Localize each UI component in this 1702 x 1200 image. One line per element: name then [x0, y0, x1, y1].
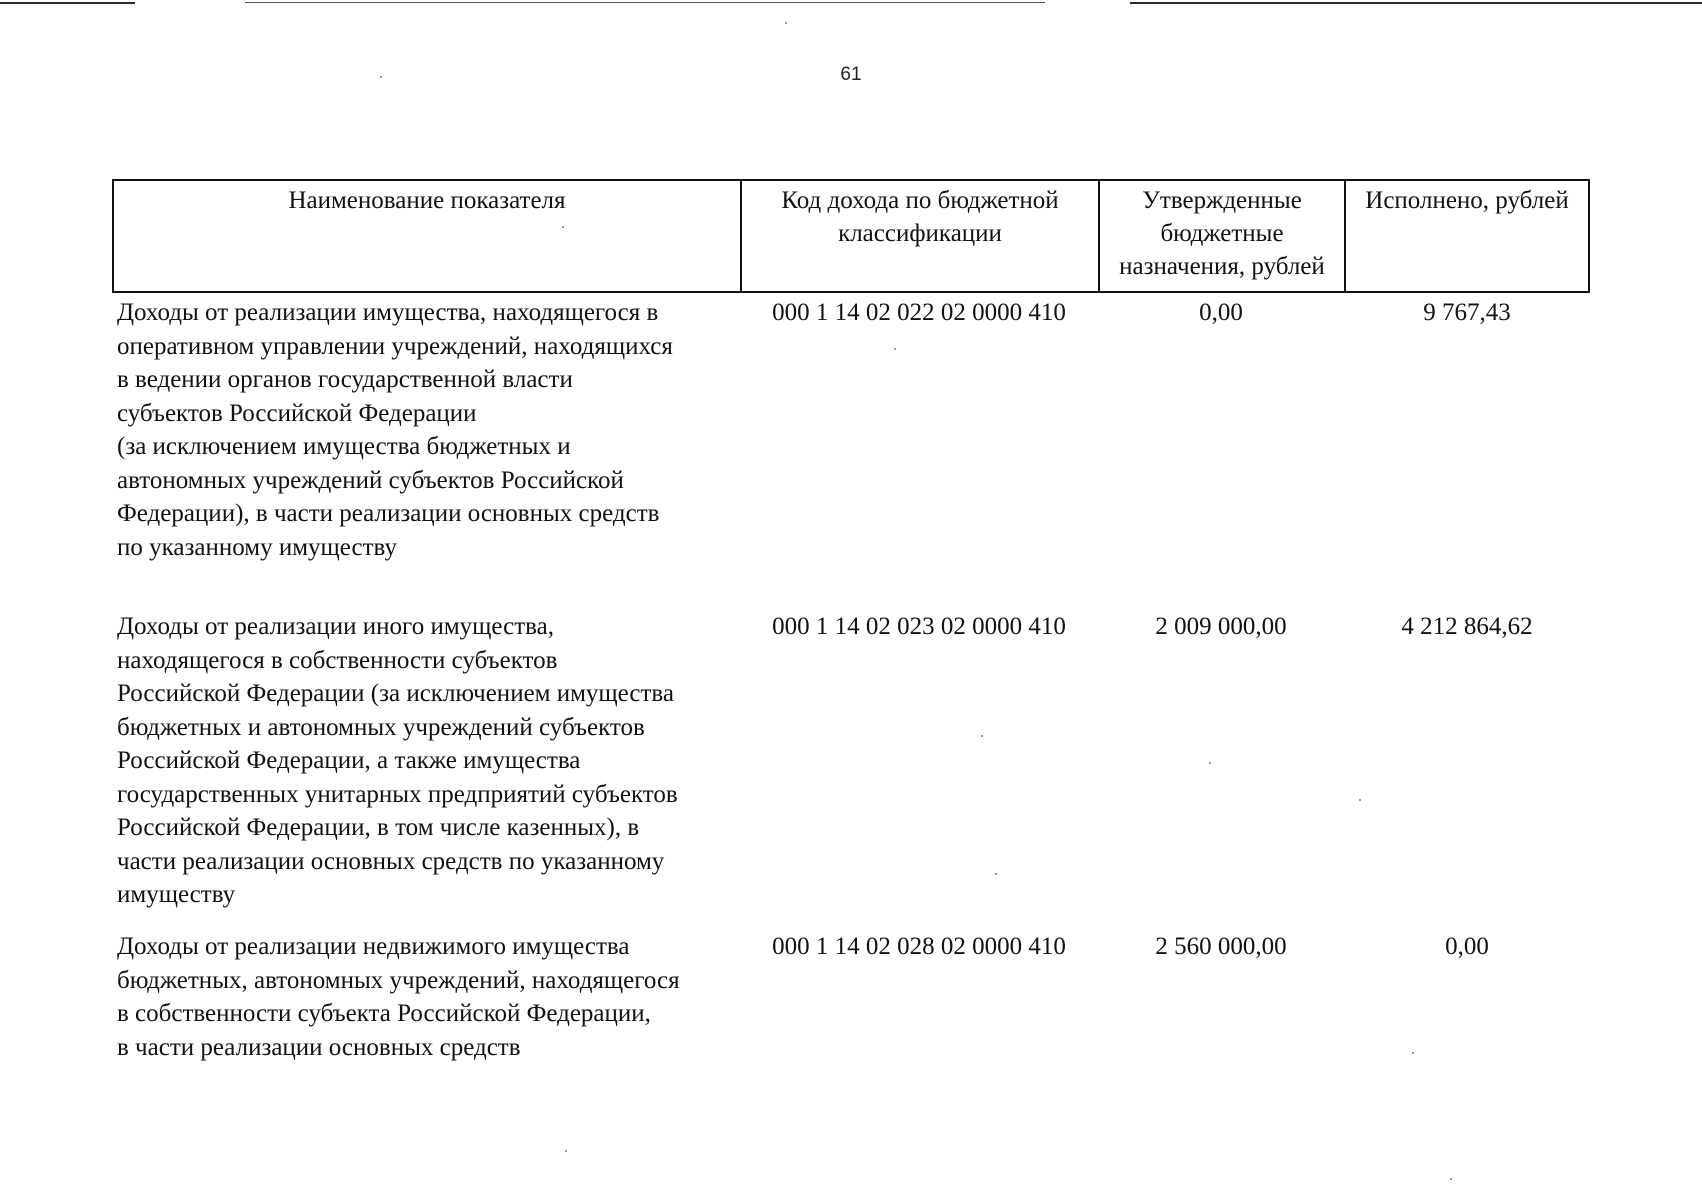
scan-speck — [894, 348, 896, 350]
scan-speck — [981, 735, 983, 737]
header-code-line: Код дохода по бюджетной — [781, 187, 1059, 214]
row-name-line: Доходы от реализации имущества, находящегося в — [117, 299, 659, 326]
table-row — [112, 610, 1590, 912]
scan-edge-line — [245, 2, 1045, 3]
scan-edge-line — [0, 2, 135, 4]
row-name-line: Доходы от реализации иного имущества, — [117, 613, 554, 640]
row-name-line: Федерации), в части реализации основных средств — [117, 500, 660, 527]
row-name-cell — [112, 296, 740, 564]
row-approved-cell: 2 560 000,00 — [1155, 933, 1287, 960]
row-name-line: в собственности субъекта Российской Федерации, — [117, 1000, 651, 1027]
row-executed-cell: 4 212 864,62 — [1401, 613, 1533, 640]
scan-speck — [565, 1150, 567, 1152]
header-code-cell — [742, 181, 1100, 291]
row-executed-cell: 0,00 — [1445, 933, 1489, 960]
header-name-cell — [114, 181, 742, 291]
row-name-line: Российской Федерации, а также имущества — [117, 747, 581, 774]
row-executed-cell: 9 767,43 — [1423, 299, 1511, 326]
row-name-line: государственных унитарных предприятий субъектов — [117, 780, 678, 808]
row-approved-cell: 0,00 — [1199, 299, 1243, 326]
scan-edge-line — [1130, 2, 1702, 4]
header-code-line: классификации — [838, 220, 1002, 247]
scan-speck — [995, 873, 997, 875]
row-name-line: Российской Федерации, в том числе казенных), в — [117, 814, 640, 841]
row-name-line: автономных учреждений субъектов Российской — [117, 466, 624, 494]
header-approved-line: бюджетные — [1160, 220, 1284, 247]
scan-speck — [1359, 799, 1361, 801]
row-name-line: субъектов Российской Федерации — [117, 399, 477, 427]
row-code-cell: 000 1 14 02 022 02 0000 410 — [772, 299, 1066, 326]
scan-speck — [1412, 1052, 1414, 1054]
scan-speck — [1209, 762, 1211, 764]
row-name-line: Российской Федерации (за исключением имущества — [117, 680, 674, 707]
row-name-cell — [112, 610, 740, 912]
row-approved-cell: 2 009 000,00 — [1155, 613, 1287, 640]
table-row — [112, 296, 1590, 564]
row-name-line: Доходы от реализации недвижимого имущества — [117, 933, 630, 960]
row-name-line: находящегося в собственности субъектов — [117, 646, 558, 674]
row-name-line: имуществу — [117, 881, 236, 908]
header-executed-line: Исполнено, рублей — [1365, 187, 1569, 214]
header-name-line: Наименование показателя — [288, 187, 566, 214]
row-name-line: (за исключением имущества бюджетных и — [117, 433, 571, 460]
header-approved-cell — [1100, 181, 1346, 291]
row-name-line: бюджетных, автономных учреждений, находящегося — [117, 966, 680, 994]
row-code-cell: 000 1 14 02 028 02 0000 410 — [772, 933, 1066, 960]
row-name-line: по указанному имуществу — [117, 533, 397, 561]
header-executed-cell — [1346, 181, 1588, 291]
header-approved-line: назначения, рублей — [1119, 253, 1325, 280]
table-row — [112, 930, 1590, 1064]
header-approved-line: Утвержденные — [1142, 187, 1302, 214]
row-name-line: в ведении органов государственной власти — [117, 366, 573, 393]
scan-speck — [1450, 1178, 1452, 1180]
table-header — [112, 179, 1590, 293]
scan-speck — [785, 22, 787, 24]
row-name-line: части реализации основных средств по указанному — [117, 847, 665, 875]
row-name-line: бюджетных и автономных учреждений субъектов — [117, 713, 645, 741]
page-number: 61 — [840, 64, 862, 85]
row-name-cell — [112, 930, 740, 1064]
scan-speck — [380, 76, 382, 78]
row-name-line: оперативном управлении учреждений, находящихся — [117, 332, 673, 360]
scan-speck — [562, 226, 564, 228]
row-code-cell: 000 1 14 02 023 02 0000 410 — [772, 613, 1066, 640]
row-name-line: в части реализации основных средств — [117, 1033, 521, 1061]
